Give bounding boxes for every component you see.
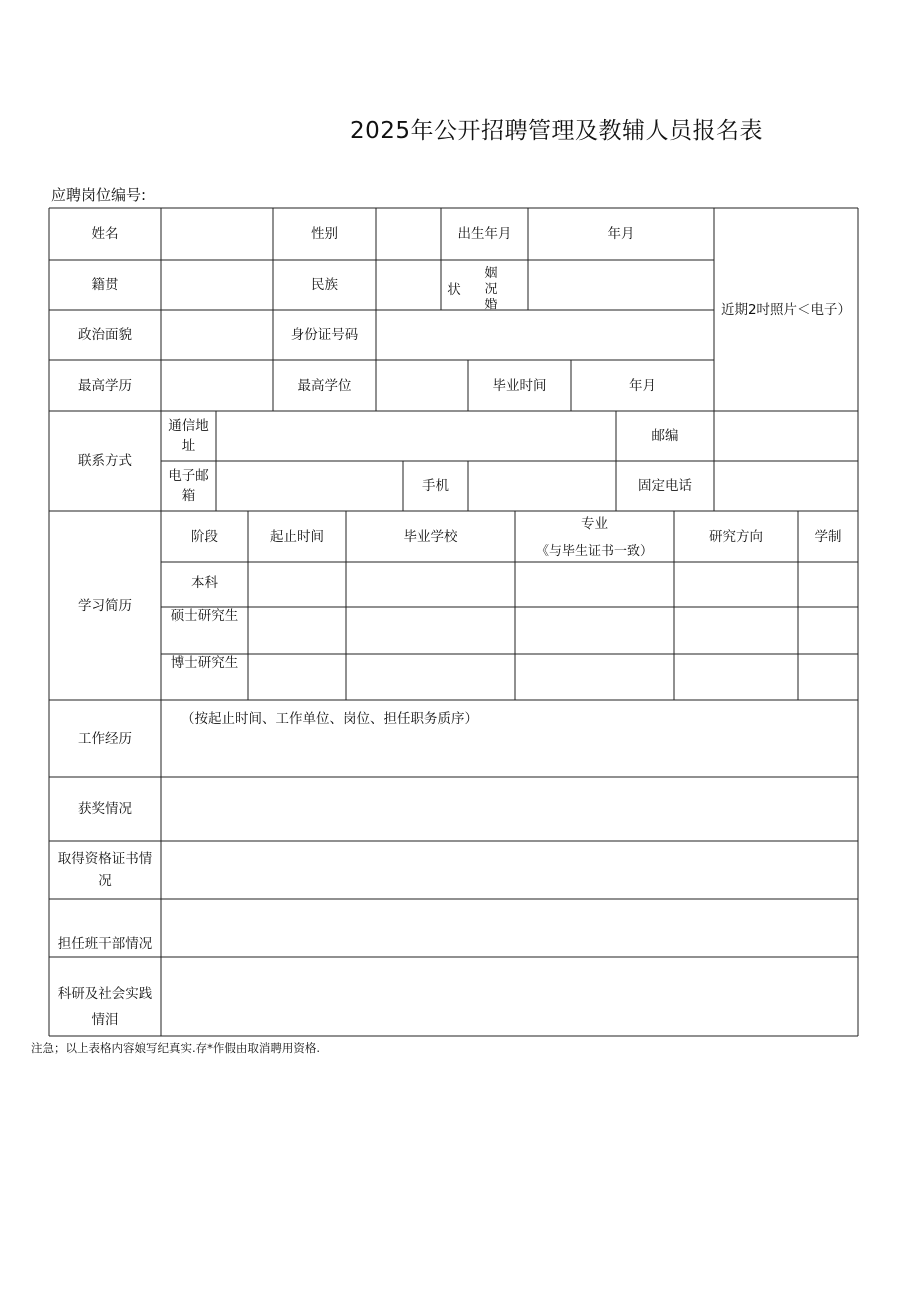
degree-label: 最高学位 [297, 377, 352, 394]
research-practice-field[interactable] [161, 957, 858, 1036]
gender-field[interactable] [376, 208, 441, 260]
notice-text: 注急；以上表格内容娘写纪真实.存*作假由取消聘用资格. [31, 1041, 321, 1055]
landline-field[interactable] [714, 461, 858, 511]
marital-label-part: 况 [484, 281, 498, 297]
cadre-label: 担任班干部情况 [57, 935, 153, 952]
work-experience-label: 工作经历 [78, 730, 132, 747]
education-field[interactable] [161, 360, 273, 411]
political-status-field[interactable] [161, 310, 273, 360]
cadre-field[interactable] [161, 899, 858, 957]
name-field[interactable] [161, 208, 273, 260]
research-practice-label: 科研及社会实践情泪 [57, 986, 153, 1028]
duration-header: 学制 [814, 528, 842, 545]
major-header-note: 《与毕生证书一致） [535, 544, 653, 559]
form-title: 2025年公开招聘管理及教辅人员报名表 [350, 118, 764, 144]
certificates-field[interactable] [161, 841, 858, 899]
address-field[interactable] [216, 411, 616, 461]
stage-bachelor: 本科 [191, 575, 218, 591]
work-experience-field[interactable] [161, 700, 858, 777]
certificates-label: 取得资格证书情况 [57, 851, 153, 889]
stage-header: 阶段 [191, 528, 218, 545]
research-direction-header: 研究方向 [709, 528, 763, 545]
political-status-label: 政治面貌 [78, 327, 132, 343]
marital-field[interactable] [528, 260, 714, 310]
gender-label: 性别 [311, 226, 338, 242]
position-number-label: 应聘岗位编号: [51, 186, 147, 204]
education-label: 最高学历 [78, 377, 132, 394]
name-label: 姓名 [91, 226, 119, 242]
email-label: 电子邮箱 [168, 468, 209, 504]
postcode-field[interactable] [714, 411, 858, 461]
major-header: 专业 [581, 516, 608, 532]
email-field[interactable] [216, 461, 403, 511]
ethnicity-field[interactable] [376, 260, 441, 310]
study-history-label: 学习简历 [78, 597, 132, 614]
graduation-time-field[interactable]: 年月 [629, 377, 656, 394]
birth-field[interactable]: 年月 [607, 226, 635, 242]
awards-label: 获奖情况 [78, 801, 132, 817]
stage-master: 硕士研究生 [170, 608, 239, 624]
birth-label: 出生年月 [457, 226, 512, 242]
address-label: 通信地址 [168, 418, 209, 454]
stage-doctor: 博士研究生 [170, 655, 239, 671]
awards-field[interactable] [161, 777, 858, 841]
marital-label-part: 婚 [484, 298, 498, 310]
contact-label: 联系方式 [78, 453, 132, 469]
photo-box[interactable]: 近期2吋照片＜电子） [720, 301, 852, 318]
native-place-field[interactable] [161, 260, 273, 310]
degree-field[interactable] [376, 360, 468, 411]
graduation-time-label: 毕业时间 [492, 377, 547, 394]
postcode-label: 邮编 [651, 428, 679, 444]
id-number-field[interactable] [376, 310, 714, 360]
mobile-label: 手机 [422, 478, 449, 494]
school-header: 毕业学校 [403, 528, 458, 545]
work-experience-hint: （按起止时间、工作单位、岗位、担任职务质序） [181, 711, 478, 727]
period-header: 起止时间 [270, 528, 324, 545]
id-number-label: 身份证号码 [290, 327, 359, 343]
marital-label-part: 状 [447, 282, 461, 298]
landline-label: 固定电话 [638, 478, 692, 494]
native-place-label: 籍贯 [91, 277, 119, 293]
ethnicity-label: 民族 [311, 277, 338, 293]
mobile-field[interactable] [468, 461, 616, 511]
marital-label-part: 姻 [484, 265, 498, 281]
